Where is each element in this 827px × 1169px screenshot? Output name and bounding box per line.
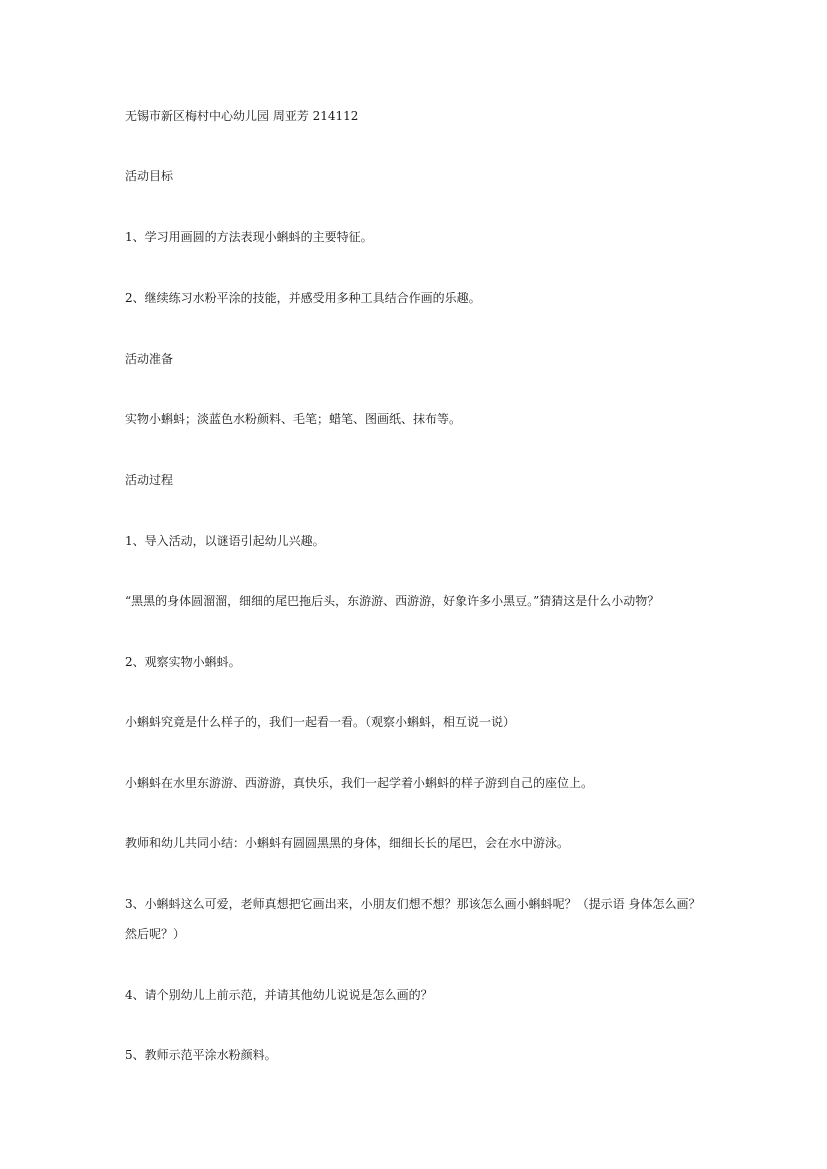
process-heading: 活动过程	[125, 473, 174, 487]
process-step-3: 3、小蝌蚪这么可爱，老师真想把它画出来，小朋友们想不想？那该怎么画小蝌蚪呢？（提示语 身体怎么画？然后呢？）	[125, 897, 701, 941]
prep-text: 实物小蝌蚪；淡蓝色水粉颜料、毛笔；蜡笔、图画纸、抹布等。	[125, 412, 462, 426]
goal-item-1: 1、学习用画圆的方法表现小蝌蚪的主要特征。	[125, 230, 373, 244]
process-step-2: 2、观察实物小蝌蚪。	[125, 655, 241, 669]
process-step-1: 1、导入活动，以谜语引起幼儿兴趣。	[125, 534, 325, 548]
document-header: 无锡市新区梅村中心幼儿园 周亚芳 214112	[125, 109, 359, 123]
riddle-text: “黑黑的身体圆溜溜，细细的尾巴拖后头，东游游、西游游，好象许多小黑豆。”猜猜这是什么小动物？	[125, 594, 660, 608]
observe-text-2: 小蝌蚪在水里东游游、西游游，真快乐，我们一起学着小蝌蚪的样子游到自己的座位上。	[125, 776, 594, 790]
summary-text: 教师和幼儿共同小结：小蝌蚪有圆圆黑黑的身体，细细长长的尾巴，会在水中游泳。	[125, 836, 570, 850]
observe-text-1: 小蝌蚪究竟是什么样子的，我们一起看一看。（观察小蝌蚪，相互说一说）	[125, 715, 516, 729]
goals-heading: 活动目标	[125, 169, 174, 183]
process-step-5: 5、教师示范平涂水粉颜料。	[125, 1048, 277, 1062]
process-step-4: 4、请个别幼儿上前示范，并请其他幼儿说说是怎么画的？	[125, 988, 433, 1002]
goal-item-2: 2、继续练习水粉平涂的技能，并感受用多种工具结合作画的乐趣。	[125, 291, 481, 305]
prep-heading: 活动准备	[125, 352, 174, 366]
